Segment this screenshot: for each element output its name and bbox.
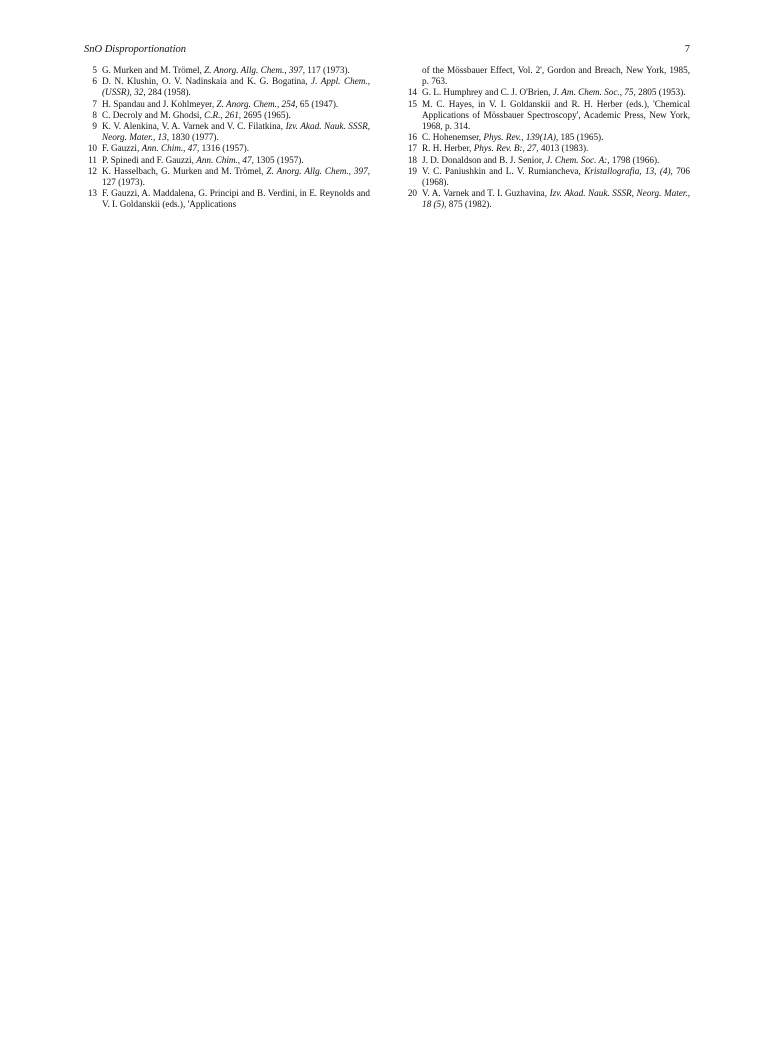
reference-item <box>84 99 370 110</box>
reference-item <box>84 65 370 76</box>
reference-journal: J. Chem. Soc. A:, <box>546 154 610 165</box>
reference-item <box>404 166 690 188</box>
reference-segment: G. L. Humphrey and C. J. O'Brien, <box>422 87 553 98</box>
reference-segment: 875 (1982). <box>446 199 492 210</box>
reference-number: 9 <box>92 121 97 132</box>
reference-number: 7 <box>92 98 97 109</box>
reference-number: 15 <box>407 98 417 109</box>
reference-segment: K. Hasselbach, G. Murken and M. Trömel, <box>102 165 267 176</box>
reference-segment: F. Gauzzi, A. Maddalena, G. Principi and B. Verdini, in E. Reynolds and V. I. Goldanskii (eds.), 'Applications <box>102 188 370 210</box>
reference-segment: F. Gauzzi, <box>102 143 142 154</box>
reference-text <box>422 65 690 87</box>
reference-segment: 1316 (1957). <box>199 143 250 154</box>
reference-text <box>102 188 370 210</box>
reference-text <box>422 132 690 143</box>
reference-segment: J. D. Donaldson and B. J. Senior, <box>422 154 547 165</box>
reference-segment: 706 (1968). <box>422 165 690 188</box>
reference-journal: C.R., 261, <box>204 109 242 120</box>
reference-text <box>422 166 690 188</box>
reference-journal: Z. Anorg. Allg. Chem., 397, <box>266 165 370 176</box>
reference-segment: 117 (1973). <box>305 65 350 75</box>
reference-item <box>404 132 690 143</box>
reference-segment: of the Mössbauer Effect, Vol. 2', Gordon and Breach, New York, 1985, p. 763. <box>422 65 690 87</box>
reference-segment: V. C. Paniushkin and L. V. Rumiancheva, <box>422 165 585 176</box>
reference-text <box>102 155 370 166</box>
reference-segment: D. N. Klushin, O. V. Nadinskaia and K. G. Bogatina, <box>102 76 312 87</box>
reference-segment: 4013 (1983). <box>538 143 589 154</box>
reference-text <box>102 110 370 121</box>
reference-journal: Ann. Chim., 47, <box>141 143 200 154</box>
reference-item <box>404 143 690 154</box>
reference-segment: K. V. Alenkina, V. A. Varnek and V. C. Filatkina, <box>102 121 286 132</box>
reference-segment: 65 (1947). <box>297 98 339 109</box>
reference-text <box>422 99 690 133</box>
reference-item <box>404 188 690 210</box>
reference-number: 11 <box>88 154 97 165</box>
reference-journal: Phys. Rev., 139(1A), <box>483 132 559 143</box>
reference-segment: 284 (1958). <box>145 87 191 98</box>
reference-segment: 1305 (1957). <box>253 154 304 165</box>
reference-segment: C. Decroly and M. Ghodsi, <box>102 109 205 120</box>
reference-segment: 1830 (1977). <box>169 132 219 143</box>
reference-journal: Z. Anorg. Allg. Chem., 397, <box>204 65 305 75</box>
reference-number: 16 <box>407 132 417 143</box>
reference-journal: Phys. Rev. B:, 27, <box>473 143 539 154</box>
reference-item <box>84 155 370 166</box>
reference-item <box>404 155 690 166</box>
reference-segment: P. Spinedi and F. Gauzzi, <box>102 154 197 165</box>
reference-text <box>102 65 370 76</box>
reference-segment: V. A. Varnek and T. I. Guzhavina, <box>422 188 550 199</box>
references-left-column <box>84 65 370 211</box>
reference-number: 6 <box>92 76 97 87</box>
reference-number: 20 <box>407 188 417 199</box>
reference-text <box>102 143 370 154</box>
reference-segment: 2695 (1965). <box>241 109 291 120</box>
page-number: 7 <box>684 44 690 55</box>
reference-item <box>84 166 370 188</box>
reference-journal: J. Appl. Chem., (USSR), 32, <box>102 76 371 98</box>
reference-number: 12 <box>87 165 97 176</box>
reference-segment: G. Murken and M. Trömel, <box>102 65 205 75</box>
reference-item <box>404 65 690 87</box>
reference-text <box>102 166 370 188</box>
reference-journal: Ann. Chim., 47, <box>196 154 254 165</box>
reference-segment: 2805 (1953). <box>635 87 686 98</box>
reference-text <box>102 121 370 143</box>
reference-segment: M. C. Hayes, in V. I. Goldanskii and R. H. Herber (eds.), 'Chemical Applications of Mössbauer Spectroscopy', Academic Press, New York, 1968, p. 314. <box>422 98 690 132</box>
reference-item <box>84 110 370 121</box>
reference-segment: 127 (1973). <box>102 177 145 188</box>
reference-number: 17 <box>407 143 417 154</box>
reference-number: 18 <box>407 154 417 165</box>
references-right-column <box>404 65 690 211</box>
running-title: SnO Disproportionation <box>84 44 186 55</box>
reference-item <box>84 188 370 210</box>
reference-number: 19 <box>407 165 417 176</box>
reference-segment: R. H. Herber, <box>422 143 474 154</box>
reference-item <box>404 99 690 133</box>
reference-item <box>84 76 370 98</box>
reference-segment: 185 (1965). <box>558 132 604 143</box>
reference-number: 13 <box>87 188 97 199</box>
reference-text <box>422 87 690 98</box>
reference-text <box>422 143 690 154</box>
reference-journal: J. Am. Chem. Soc., 75, <box>552 87 636 98</box>
reference-text <box>422 188 690 210</box>
reference-segment: 1798 (1966). <box>609 154 660 165</box>
reference-text <box>102 99 370 110</box>
reference-number: 14 <box>407 87 417 98</box>
page-header <box>84 44 690 58</box>
reference-journal: Izv. Akad. Nauk. SSSR, Neorg. Mater., 18 (5), <box>422 188 690 210</box>
reference-journal: Kristallografia, 13, (4), <box>584 165 673 176</box>
reference-number: 5 <box>92 65 97 75</box>
reference-number: 8 <box>92 109 97 120</box>
reference-item <box>84 121 370 143</box>
reference-journal: Izv. Akad. Nauk. SSSR, Neorg. Mater., 13, <box>102 121 370 143</box>
reference-segment: C. Hohenemser, <box>422 132 484 143</box>
reference-text <box>102 76 370 98</box>
reference-number: 10 <box>87 143 97 154</box>
reference-segment: H. Spandau and J. Kohlmeyer, <box>102 98 217 109</box>
reference-text <box>422 155 690 166</box>
reference-item <box>84 143 370 154</box>
reference-journal: Z. Anorg. Chem., 254, <box>216 98 298 109</box>
reference-item <box>404 87 690 98</box>
